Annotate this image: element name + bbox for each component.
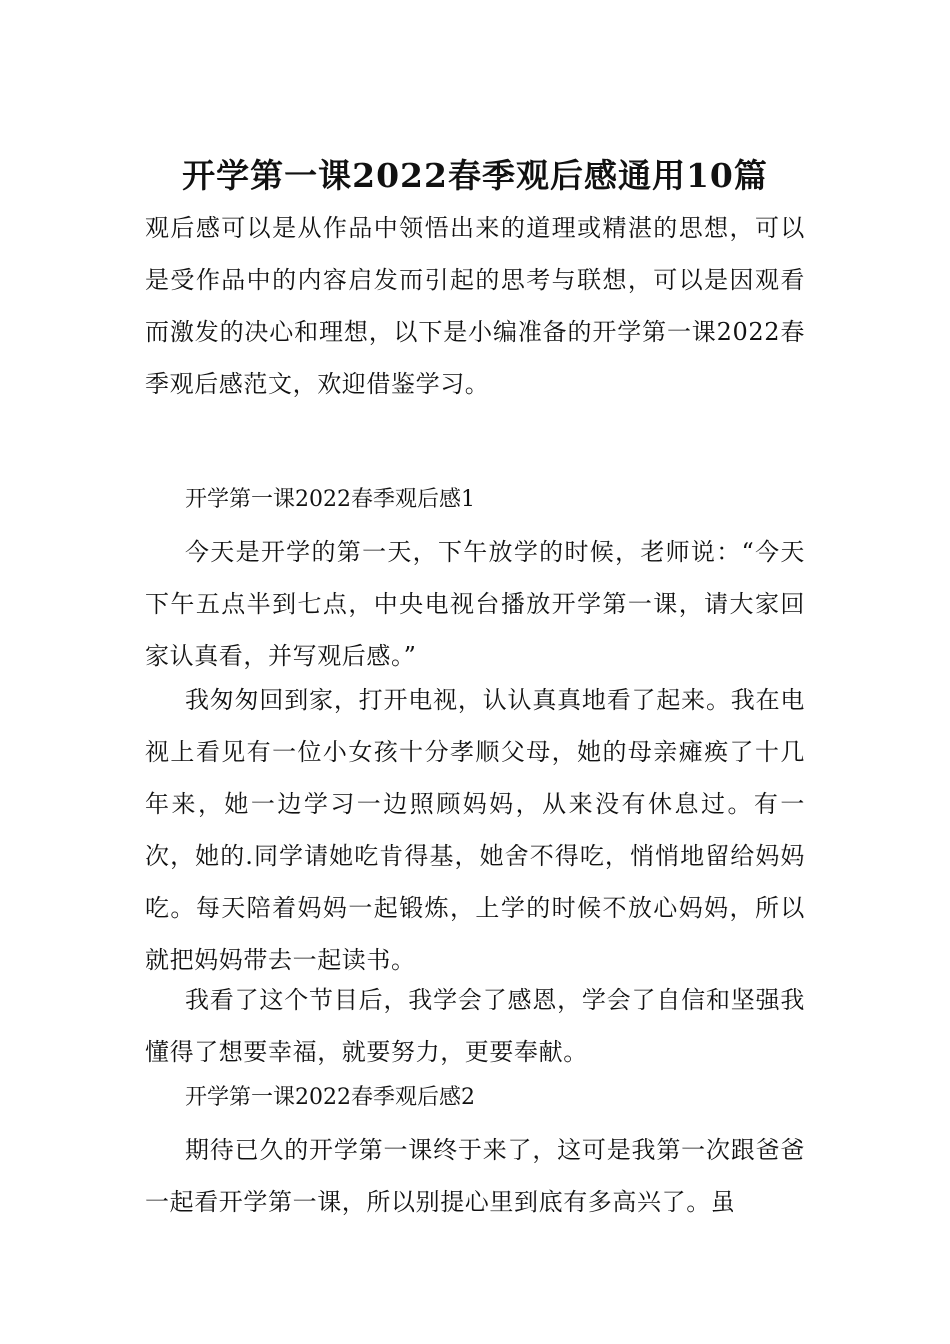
section-1-paragraph-1: 今天是开学的第一天，下午放学的时候，老师说：“今天下午五点半到七点，中央电视台播放开学第一课，请大家回家认真看，并写观后感。” [145, 538, 805, 670]
section-1-heading: 开学第一课2022春季观后感1 [185, 487, 475, 512]
section-1-paragraph-2: 我匆匆回到家，打开电视，认认真真地看了起来。我在电视上看见有一位小女孩十分孝顺父母，她的母亲瘫痪了十几年来，她一边学习一边照顾妈妈，从来没有休息过。有一次，她的.同学请她吃肯得基，她舍不得吃，悄悄地留给妈妈吃。每天陪着妈妈一起锻炼，上学的时候不放心妈妈，所以就把妈妈带去一起读书。 [145, 686, 805, 974]
section-1-paragraph-3: 我看了这个节目后，我学会了感恩，学会了自信和坚强我懂得了想要幸福，就要努力，更要奉献。 [145, 986, 805, 1066]
document-title: 开学第一课2022春季观后感通用10篇 [182, 156, 768, 196]
section-2-heading: 开学第一课2022春季观后感2 [185, 1085, 475, 1110]
section-2-paragraph-1: 期待已久的开学第一课终于来了，这可是我第一次跟爸爸一起看开学第一课，所以别提心里到底有多高兴了。虽 [145, 1136, 805, 1216]
intro-paragraph: 观后感可以是从作品中领悟出来的道理或精湛的思想，可以是受作品中的内容启发而引起的思考与联想，可以是因观看而激发的决心和理想，以下是小编准备的开学第一课2022春季观后感范文，欢迎借鉴学习。 [145, 214, 805, 398]
